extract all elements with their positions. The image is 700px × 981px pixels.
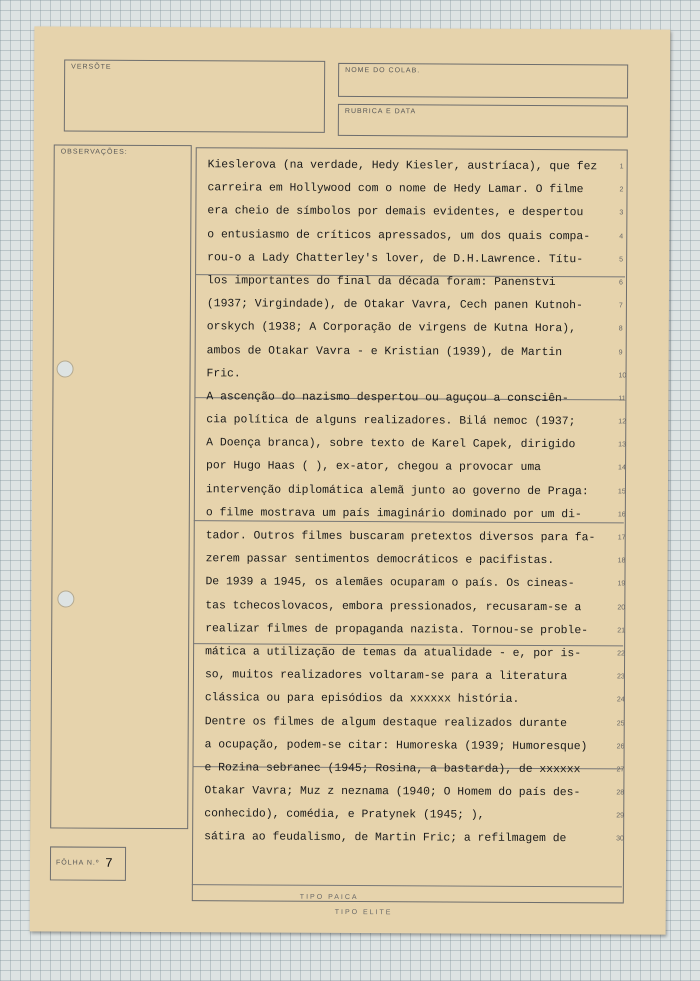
line-number: 14	[618, 464, 626, 472]
verso-box	[64, 59, 325, 132]
text-line: Dentre os filmes de algum destaque realizados durante	[204, 715, 568, 730]
text-line: ambos de Otakar Vavra - e Kristian (1939), de Martin	[206, 344, 563, 359]
text-line: orskych (1938; A Corporação de virgens de Kutna Hora),	[206, 321, 576, 336]
line-number: 13	[618, 441, 627, 449]
text-line: Kieslerova (na verdade, Hedy Kiesler, austríaca), que fez	[207, 159, 598, 174]
line-number: 15	[617, 488, 626, 496]
line-number: 22	[617, 650, 625, 658]
line-number: 4	[619, 232, 624, 240]
text-line: cia política de alguns realizadores. Bilá nemoc (1937;	[206, 414, 576, 429]
text-line: mática a utilização de temas da atualidade - e, por is-	[205, 646, 582, 661]
text-line: carreira em Hollywood com o nome de Hedy Lamar. O filme	[207, 182, 584, 197]
line-number: 10	[618, 372, 627, 380]
line-number: 25	[616, 719, 625, 727]
line-number: 19	[617, 580, 626, 588]
line-number: 24	[616, 696, 625, 704]
text-line: De 1939 a 1945, os alemães ocuparam o país. Os cineas-	[205, 576, 575, 591]
line-number: 5	[619, 256, 624, 264]
footer-tipo-elite: TIPO ELITE	[334, 908, 393, 917]
nome-colab-box	[338, 63, 628, 99]
text-line: so, muitos realizadores voltaram-se para a literatura	[204, 669, 568, 684]
text-line: a ocupação, podem-se citar: Humoreska (1939; Humoresque)	[204, 738, 588, 753]
footer-tipo-paica: TIPO PAICA	[299, 893, 359, 902]
text-line: Otakar Vavra; Muz z neznama (1940; O Homem do país des-	[204, 785, 581, 800]
line-number: 3	[619, 209, 624, 217]
line-number: 28	[616, 789, 625, 797]
line-number-ruler	[616, 163, 640, 859]
line-number: 1	[619, 163, 624, 171]
line-number: 27	[616, 766, 625, 774]
folha-number: 7	[104, 855, 113, 871]
folha-label: FÔLHA N.º	[55, 859, 100, 867]
line-number: 23	[616, 673, 625, 681]
observacoes-label: OBSERVAÇÕES:	[60, 148, 128, 156]
typed-sheet	[30, 26, 671, 934]
text-line: los importantes do final da década foram: Panenstvi	[207, 275, 556, 290]
rubrica-box	[338, 104, 628, 138]
text-line: clássica ou para episódios da xxxxxx história.	[204, 692, 520, 707]
line-number: 16	[617, 511, 626, 519]
text-line: tas tchecoslovacos, embora pressionados, recusaram-se a	[205, 599, 582, 614]
text-line: intervenção diplomática alemã junto ao governo de Praga:	[205, 483, 589, 498]
punch-hole	[57, 590, 74, 607]
text-line: (1937; Virgindade), de Otakar Vavra, Cech panen Kutnoh-	[206, 298, 583, 313]
punch-hole	[57, 360, 74, 377]
line-number: 29	[616, 812, 625, 820]
line-number: 21	[617, 627, 626, 635]
text-line: o filme mostrava um país imaginário dominado por um di-	[205, 507, 582, 522]
line-number: 6	[619, 279, 623, 287]
text-line: zerem passar sentimentos democráticos e pacifistas.	[205, 553, 555, 568]
nome-colab-label: NOME DO COLAB.	[345, 66, 421, 75]
text-line: A Doença branca), sobre texto de Karel Capek, dirigido	[206, 437, 576, 452]
line-number: 11	[618, 395, 626, 403]
line-number: 20	[617, 603, 626, 612]
text-line: sátira ao feudalismo, de Martin Fric; a refilmagem de	[204, 831, 567, 846]
line-number: 17	[617, 534, 626, 542]
text-line: o entusiasmo de críticos apressados, um dos quais compa-	[207, 228, 591, 243]
line-number: 26	[616, 743, 625, 751]
line-number: 8	[618, 325, 623, 333]
text-line: rou-o a Lady Chatterley's lover, de D.H.Lawrence. Títu-	[207, 251, 584, 266]
text-line: realizar filmes de propaganda nazista. Tornou-se proble-	[205, 622, 589, 637]
observacoes-box	[50, 144, 192, 829]
line-number: 30	[616, 835, 624, 843]
text-line: conhecido), comédia, e Pratynek (1945; ),	[204, 808, 485, 822]
rubrica-label: RUBRICA E DATA	[344, 107, 417, 116]
text-line: Fric.	[206, 367, 241, 381]
text-line: e Rozina sebranec (1945; Rosina, a bastarda), de xxxxxx	[204, 762, 581, 777]
text-line: tador. Outros filmes buscaram pretextos diversos para fa-	[205, 530, 596, 545]
line-number: 9	[618, 348, 623, 356]
folha-box	[50, 846, 126, 880]
text-line: por Hugo Haas ( ), ex-ator, chegou a provocar uma	[206, 460, 542, 475]
text-line: A ascenção do nazismo despertou ou aguçou a consciên-	[206, 391, 569, 406]
text-line: era cheio de símbolos por demais evidentes, e despertou	[207, 205, 584, 220]
verso-label: VERSÕTE	[71, 63, 112, 71]
line-number: 12	[618, 418, 627, 426]
line-number: 2	[619, 186, 624, 194]
line-number: 18	[617, 557, 626, 565]
line-number: 7	[618, 302, 623, 310]
typed-text	[204, 154, 628, 852]
